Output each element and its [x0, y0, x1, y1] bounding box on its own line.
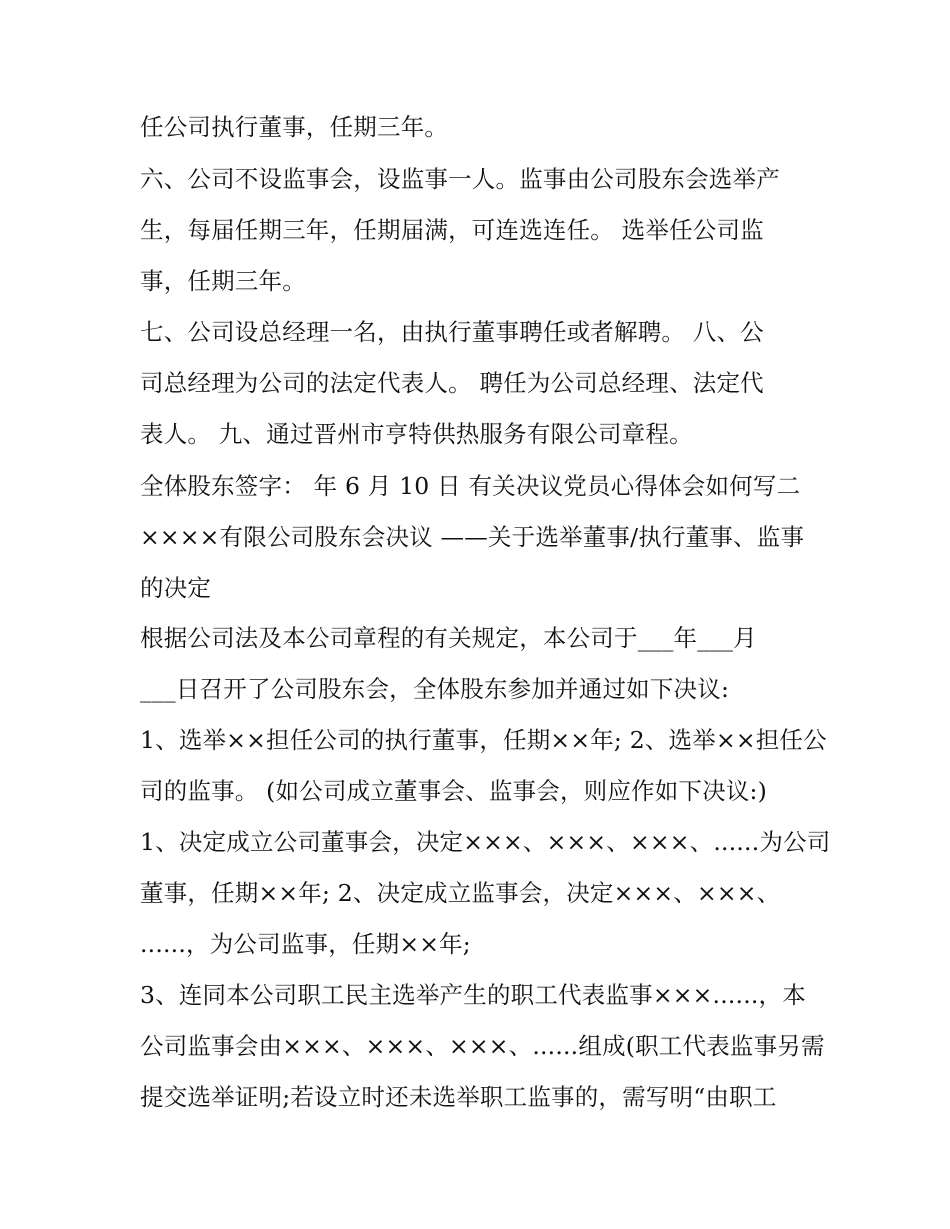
text-line: 生，每届任期三年，任期届满，可连选连任。 选举任公司监 [140, 216, 764, 244]
text-line: 表人。 九、通过晋州市亨特供热服务有限公司章程。 [140, 420, 693, 448]
text-line: 司的监事。 (如公司成立董事会、监事会，则应作如下决议:) [140, 777, 768, 805]
text-line: 根据公司法及本公司章程的有关规定，本公司于___年___月 [140, 624, 757, 652]
text-line: 六、公司不设监事会，设监事一人。监事由公司股东会选举产 [140, 165, 780, 193]
text-line: 提交选举证明;若设立时还未选举职工监事的，需写明“由职工 [140, 1083, 777, 1111]
text-line: 七、公司设总经理一名，由执行董事聘任或者解聘。 八、公 [140, 318, 764, 346]
text-line: 公司监事会由×××、×××、×××、......组成(职工代表监事另需 [140, 1032, 825, 1060]
text-line: 的决定 [140, 574, 212, 602]
text-line: ××××有限公司股东会决议 ——关于选举董事/执行董事、监事 [140, 523, 805, 551]
text-line: 任公司执行董事，任期三年。 [140, 113, 449, 141]
text-line: ___日召开了公司股东会，全体股东参加并通过如下决议: [140, 675, 730, 703]
text-line: 3、连同本公司职工民主选举产生的职工代表监事×××......，本 [140, 981, 806, 1009]
text-line: 1、决定成立公司董事会，决定×××、×××、×××、......为公司 [140, 828, 831, 856]
text-line: 1、选举××担任公司的执行董事，任期××年; 2、选举××担任公 [140, 726, 827, 754]
text-line: 董事，任期××年; 2、决定成立监事会，决定×××、×××、 [140, 879, 781, 907]
text-line: 事，任期三年。 [140, 267, 306, 295]
text-line: 全体股东签字： 年 6 月 10 日 有关决议党员心得体会如何写二 [140, 472, 801, 500]
text-line: ......，为公司监事，任期××年; [140, 930, 471, 958]
text-line: 司总经理为公司的法定代表人。 聘任为公司总经理、法定代 [140, 369, 764, 397]
